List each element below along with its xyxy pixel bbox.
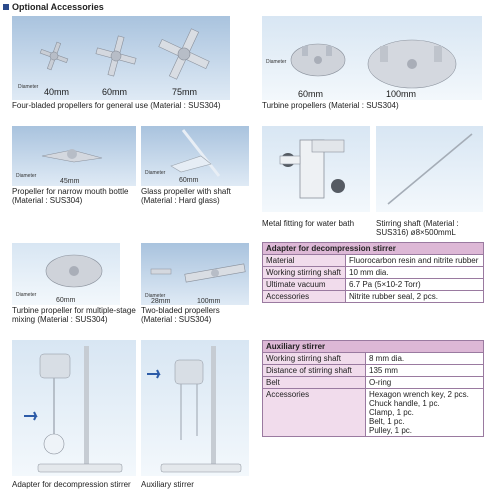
row-key: Accessories xyxy=(263,291,346,303)
list-item: Hexagon wrench key, 2 pcs. xyxy=(369,390,469,399)
accessories-list xyxy=(366,389,484,437)
row-value: O-ring xyxy=(366,377,484,389)
diameter-label: Diameter xyxy=(16,292,37,298)
dimension-100mm: 100mm xyxy=(197,298,221,305)
list-item: Clamp, 1 pc. xyxy=(369,408,414,417)
photo-two-bladed-propellers xyxy=(141,243,249,305)
caption-turbine-multistage: Turbine propeller for multiple-stage mixing (Material : SUS304) xyxy=(12,306,136,324)
dimension-60mm: 60mm xyxy=(179,177,199,184)
photo-four-bladed-propellers xyxy=(12,16,230,100)
bullet-square-icon xyxy=(3,4,9,10)
caption-glass: Glass propeller with shaft (Material : Hard glass) xyxy=(141,187,231,205)
photo-narrow-mouth-propeller xyxy=(12,126,136,186)
row-value: Fluorocarbon resin and nitrite rubber xyxy=(346,255,484,267)
photo-metal-fitting xyxy=(262,126,370,212)
auxiliary-stirrer-image xyxy=(141,340,249,476)
caption-two-bladed: Two-bladed propellers (Material : SUS304) xyxy=(141,306,220,324)
table-decompression-adapter xyxy=(262,242,484,303)
row-key: Working stirring shaft xyxy=(263,353,366,365)
photo-decompression-stirrer xyxy=(12,340,136,476)
dimension-60mm: 60mm xyxy=(298,89,324,99)
diameter-label: Diameter xyxy=(145,293,166,299)
row-value: Nitrite rubber seal, 2 pcs. xyxy=(346,291,484,303)
dimension-45mm: 45mm xyxy=(60,178,80,185)
dimension-75mm: 75mm xyxy=(172,87,198,97)
table-title: Auxiliary stirrer xyxy=(263,341,484,353)
table-auxiliary-stirrer xyxy=(262,340,484,437)
section-heading xyxy=(3,2,104,12)
diameter-label: Diameter xyxy=(266,59,287,65)
caption-metal-fitting: Metal fitting for water bath xyxy=(262,219,355,228)
caption-turbine: Turbine propellers (Material : SUS304) xyxy=(262,101,399,110)
section-title: Optional Accessories xyxy=(12,2,104,12)
photo-stirring-shaft xyxy=(376,126,483,212)
photo-glass-propeller xyxy=(141,126,249,186)
table-title: Adapter for decompression stirrer xyxy=(263,243,484,255)
dimension-40mm: 40mm xyxy=(44,87,70,97)
caption-four-bladed: Four-bladed propellers for general use (Material : SUS304) xyxy=(12,101,221,110)
row-key: Belt xyxy=(263,377,366,389)
photo-auxiliary-stirrer xyxy=(141,340,249,476)
metal-fitting-image xyxy=(262,126,370,212)
diameter-label: Diameter xyxy=(18,84,39,90)
dimension-100mm: 100mm xyxy=(386,89,417,99)
decompression-stirrer-image xyxy=(12,340,136,476)
dimension-28mm: 28mm xyxy=(151,298,171,305)
row-key: Ultimate vacuum xyxy=(263,279,346,291)
dimension-60mm: 60mm xyxy=(56,297,76,304)
list-item: Chuck handle, 1 pc. xyxy=(369,399,440,408)
diameter-label: Diameter xyxy=(145,170,166,176)
list-item: Pulley, 1 pc. xyxy=(369,426,412,435)
row-value: 8 mm dia. xyxy=(366,353,484,365)
caption-narrow-mouth: Propeller for narrow mouth bottle (Material : SUS304) xyxy=(12,187,129,205)
turbine-propellers-image xyxy=(262,16,482,100)
photo-turbine-multistage xyxy=(12,243,120,305)
row-value: 135 mm xyxy=(366,365,484,377)
stirring-shaft-image xyxy=(376,126,483,212)
dimension-60mm: 60mm xyxy=(102,87,128,97)
row-key: Material xyxy=(263,255,346,267)
row-key: Accessories xyxy=(263,389,366,437)
list-item: Belt, 1 pc. xyxy=(369,417,405,426)
row-key: Distance of stirring shaft xyxy=(263,365,366,377)
caption-auxiliary: Auxiliary stirrer xyxy=(141,480,194,489)
row-value: 6.7 Pa (5×10-2 Torr) xyxy=(346,279,484,291)
row-value: 10 mm dia. xyxy=(346,267,484,279)
caption-decompression: Adapter for decompression stirrer xyxy=(12,480,131,489)
photo-turbine-propellers xyxy=(262,16,482,100)
caption-stirring-shaft: Stirring shaft (Material : SUS316) ø8×500mmL xyxy=(376,219,459,237)
diameter-label: Diameter xyxy=(16,173,37,179)
row-key: Working stirring shaft xyxy=(263,267,346,279)
